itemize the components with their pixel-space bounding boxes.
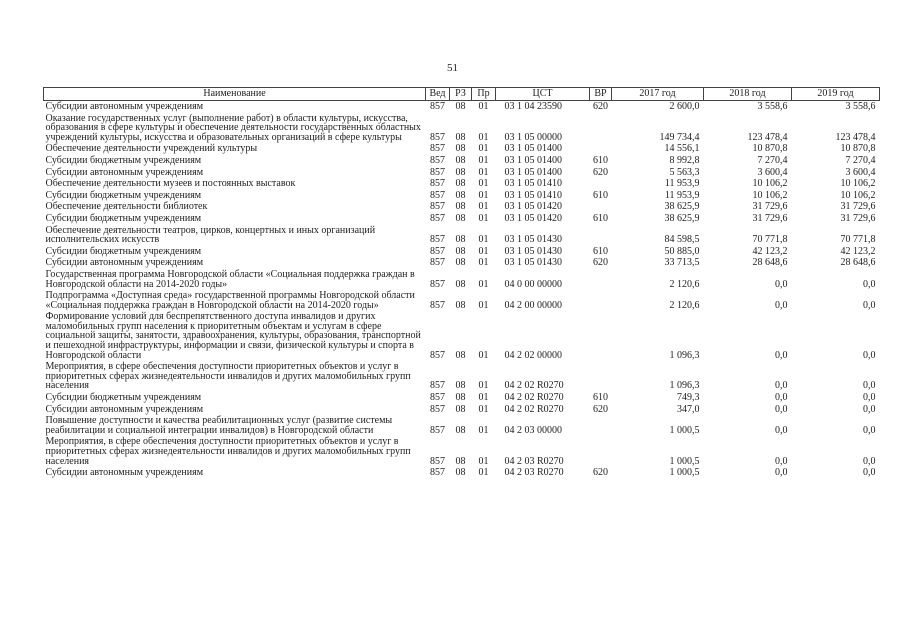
cell-rz: 08: [455, 392, 466, 404]
header-2017: 2017 год: [612, 88, 704, 101]
cell-2017: 14 556,1: [664, 143, 700, 155]
cell-ved: 857: [430, 403, 445, 415]
cell-2019: 123 478,4: [835, 131, 876, 143]
cell-cst: 03 1 05 01400: [504, 143, 562, 155]
cell-vr: [590, 269, 612, 290]
cell-pr: 01: [478, 278, 489, 290]
cell-ved: 857: [430, 189, 445, 201]
cell-2018: 28 648,6: [752, 257, 788, 269]
cell-2018: 0,0: [775, 424, 788, 436]
table-row: [44, 143, 880, 155]
cell-name: Обеспечение деятельности учреждений культуры: [45, 143, 258, 155]
cell-rz: 08: [455, 455, 466, 467]
table-header-row: [44, 88, 880, 101]
cell-vr: [590, 178, 612, 190]
cell-vr: [590, 201, 612, 213]
cell-name: Формирование условий для беспрепятственного доступа инвалидов и других маломобильных групп населения к приоритетным объектам и услугам в сфере социальной защиты, занятости, здравоохранения, культуры, образования, транспортной и пешеходной инфраструктуры, информации и связи, физической культуры и спорта в Новгородской области: [45, 311, 421, 361]
cell-ved: 857: [430, 424, 445, 436]
cell-pr: 01: [478, 178, 489, 190]
cell-2017: 1 000,5: [669, 424, 700, 436]
page-number: 51: [447, 62, 458, 74]
cell-cst: 03 1 05 01400: [504, 154, 562, 166]
cell-cst: 03 1 04 23590: [504, 101, 562, 112]
cell-2017: 11 953,9: [664, 178, 700, 190]
cell-rz: 08: [455, 234, 466, 246]
cell-2019: 10 870,8: [840, 143, 876, 155]
cell-2017: 1 000,5: [669, 455, 700, 467]
cell-rz: 08: [455, 131, 466, 143]
cell-name: Субсидии бюджетным учреждениям: [45, 212, 202, 224]
table-row: [44, 155, 880, 167]
cell-rz: 08: [455, 178, 466, 190]
header-pr: Пр: [472, 88, 496, 101]
header-name: Наименование: [44, 88, 426, 101]
cell-cst: 04 2 03 00000: [504, 424, 562, 436]
cell-pr: 01: [478, 299, 489, 311]
header-rz: РЗ: [450, 88, 472, 101]
cell-vr: 620: [593, 403, 608, 415]
table-row: [44, 415, 880, 436]
header-ved: Вед: [426, 88, 450, 101]
cell-2018: 0,0: [775, 467, 788, 479]
cell-2017: 347,0: [677, 403, 700, 415]
table-row: [44, 361, 880, 392]
table-row: [44, 436, 880, 467]
cell-pr: 01: [478, 189, 489, 201]
cell-name: Субсидии бюджетным учреждениям: [45, 392, 202, 404]
cell-2017: 8 992,8: [669, 154, 700, 166]
cell-2017: 5 563,3: [669, 166, 700, 178]
cell-2018: 0,0: [775, 278, 788, 290]
header-2019: 2019 год: [792, 88, 880, 101]
cell-vr: 620: [593, 101, 608, 112]
cell-2017: 38 625,9: [664, 201, 700, 213]
cell-ved: 857: [430, 154, 445, 166]
cell-vr: 610: [593, 212, 608, 224]
cell-cst: 04 2 02 R0270: [504, 380, 564, 392]
cell-rz: 08: [455, 166, 466, 178]
cell-pr: 01: [478, 380, 489, 392]
cell-cst: 04 2 02 R0270: [504, 392, 564, 404]
table-row: [44, 392, 880, 404]
table-row: [44, 269, 880, 290]
cell-ved: 857: [430, 212, 445, 224]
cell-2019: 0,0: [863, 455, 876, 467]
cell-2017: 1 096,3: [669, 380, 700, 392]
cell-rz: 08: [455, 380, 466, 392]
cell-rz: 08: [455, 467, 466, 479]
cell-rz: 08: [455, 101, 466, 112]
table-row: [44, 178, 880, 190]
cell-cst: 03 1 05 01420: [504, 212, 562, 224]
cell-rz: 08: [455, 154, 466, 166]
cell-vr: [590, 143, 612, 155]
cell-cst: 04 2 02 00000: [504, 349, 562, 361]
cell-name: Мероприятия, в сфере обеспечения доступности приоритетных объектов и услуг в приоритетных сферах жизнедеятельности инвалидов и других маломобильных групп населения: [45, 436, 411, 467]
cell-2018: 123 478,4: [747, 131, 788, 143]
cell-ved: 857: [430, 166, 445, 178]
cell-vr: 610: [593, 154, 608, 166]
cell-vr: [590, 361, 612, 392]
cell-2018: 10 106,2: [752, 178, 788, 190]
cell-2017: 33 713,5: [664, 257, 700, 269]
cell-2018: 0,0: [775, 455, 788, 467]
cell-cst: 03 1 05 00000: [504, 131, 562, 143]
cell-2019: 70 771,8: [840, 234, 876, 246]
cell-name: Субсидии автономным учреждениям: [45, 467, 204, 479]
cell-pr: 01: [478, 143, 489, 155]
cell-rz: 08: [455, 189, 466, 201]
cell-2017: 1 096,3: [669, 349, 700, 361]
cell-rz: 08: [455, 257, 466, 269]
cell-cst: 03 1 05 01430: [504, 257, 562, 269]
table-row: [44, 467, 880, 479]
cell-2018: 0,0: [775, 392, 788, 404]
cell-cst: 04 2 00 00000: [504, 299, 562, 311]
cell-name: Субсидии автономным учреждениям: [45, 257, 204, 269]
cell-2018: 0,0: [775, 299, 788, 311]
cell-2017: 1 000,5: [669, 467, 700, 479]
cell-2017: 2 120,6: [669, 278, 700, 290]
cell-pr: 01: [478, 467, 489, 479]
cell-pr: 01: [478, 349, 489, 361]
cell-pr: 01: [478, 131, 489, 143]
cell-pr: 01: [478, 257, 489, 269]
cell-2019: 42 123,2: [840, 245, 876, 257]
cell-2019: 28 648,6: [840, 257, 876, 269]
cell-pr: 01: [478, 212, 489, 224]
cell-cst: 04 2 03 R0270: [504, 455, 564, 467]
cell-rz: 08: [455, 245, 466, 257]
cell-name: Субсидии бюджетным учреждениям: [45, 245, 202, 257]
cell-2018: 3 558,6: [757, 101, 788, 112]
table-row: [44, 201, 880, 213]
cell-2019: 31 729,6: [840, 212, 876, 224]
cell-vr: [590, 311, 612, 361]
table-row: [44, 311, 880, 361]
cell-vr: 610: [593, 245, 608, 257]
cell-cst: 03 1 05 01410: [504, 178, 562, 190]
cell-name: Мероприятия, в сфере обеспечения доступности приоритетных объектов и услуг в приоритетных сферах жизнедеятельности инвалидов и других маломобильных групп населения: [45, 361, 411, 392]
cell-ved: 857: [430, 257, 445, 269]
cell-2017: 11 953,9: [664, 189, 700, 201]
cell-2017: 2 600,0: [669, 101, 700, 112]
cell-name: Субсидии автономным учреждениям: [45, 166, 204, 178]
cell-2018: 3 600,4: [757, 166, 788, 178]
cell-pr: 01: [478, 201, 489, 213]
cell-2017: 38 625,9: [664, 212, 700, 224]
table-body: [44, 101, 880, 479]
cell-name: Субсидии автономным учреждениям: [45, 403, 204, 415]
cell-ved: 857: [430, 299, 445, 311]
cell-cst: 03 1 05 01420: [504, 201, 562, 213]
cell-vr: 610: [593, 189, 608, 201]
cell-2018: 31 729,6: [752, 201, 788, 213]
cell-ved: 857: [430, 101, 445, 112]
cell-ved: 857: [430, 178, 445, 190]
cell-2019: 0,0: [863, 424, 876, 436]
cell-name: Повышение доступности и качества реабилитационных услуг (развитие системы реабилитации и социальной интеграции инвалидов) в Новгородской области: [45, 415, 393, 436]
budget-table: [43, 87, 880, 479]
cell-ved: 857: [430, 245, 445, 257]
table-row: [44, 190, 880, 202]
cell-2019: 0,0: [863, 467, 876, 479]
cell-ved: 857: [430, 234, 445, 246]
cell-cst: 04 2 02 R0270: [504, 403, 564, 415]
cell-pr: 01: [478, 166, 489, 178]
cell-name: Субсидии бюджетным учреждениям: [45, 154, 202, 166]
cell-pr: 01: [478, 154, 489, 166]
cell-pr: 01: [478, 455, 489, 467]
cell-2019: 7 270,4: [845, 154, 876, 166]
cell-name: Обеспечение деятельности театров, цирков, концертных и иных организаций исполнительских искусств: [45, 224, 376, 246]
cell-name: Обеспечение деятельности библиотек: [45, 201, 208, 213]
table-row: [44, 167, 880, 179]
cell-ved: 857: [430, 467, 445, 479]
cell-vr: 610: [593, 392, 608, 404]
cell-2019: 3 600,4: [845, 166, 876, 178]
cell-rz: 08: [455, 212, 466, 224]
cell-pr: 01: [478, 245, 489, 257]
cell-ved: 857: [430, 392, 445, 404]
cell-2018: 10 106,2: [752, 189, 788, 201]
cell-rz: 08: [455, 299, 466, 311]
table-row: [44, 246, 880, 258]
cell-2019: 3 558,6: [845, 101, 876, 112]
cell-cst: 03 1 05 01430: [504, 234, 562, 246]
cell-ved: 857: [430, 143, 445, 155]
cell-rz: 08: [455, 403, 466, 415]
cell-ved: 857: [430, 131, 445, 143]
cell-2018: 42 123,2: [752, 245, 788, 257]
cell-vr: [590, 415, 612, 436]
cell-name: Государственная программа Новгородской области «Социальная поддержка граждан в Новгородской области на 2014-2020 годы»: [45, 268, 415, 290]
cell-2017: 50 885,0: [664, 245, 700, 257]
cell-2017: 2 120,6: [669, 299, 700, 311]
cell-ved: 857: [430, 201, 445, 213]
header-cst: ЦСТ: [496, 88, 590, 101]
cell-cst: 04 2 03 R0270: [504, 467, 564, 479]
cell-2019: 0,0: [863, 349, 876, 361]
cell-ved: 857: [430, 349, 445, 361]
cell-cst: 03 1 05 01430: [504, 245, 562, 257]
table-row: [44, 225, 880, 246]
cell-2019: 0,0: [863, 380, 876, 392]
cell-ved: 857: [430, 380, 445, 392]
cell-pr: 01: [478, 424, 489, 436]
cell-pr: 01: [478, 392, 489, 404]
cell-rz: 08: [455, 143, 466, 155]
cell-2018: 7 270,4: [757, 154, 788, 166]
header-vr: ВР: [590, 88, 612, 101]
cell-name: Оказание государственных услуг (выполнение работ) в области культуры, искусства, образования в сфере культуры и обеспечение деятельности государственных областных учреждений культуры, искусства и образовательных организаций в сфере культуры: [45, 112, 421, 143]
cell-2019: 0,0: [863, 403, 876, 415]
cell-2018: 0,0: [775, 403, 788, 415]
cell-vr: [590, 436, 612, 467]
cell-name: Подпрограмма «Доступная среда» государственной программы Новгородской области «Социальная поддержка граждан в Новгородской области на 2014-2020 годы»: [45, 290, 415, 311]
cell-2017: 149 734,4: [659, 131, 700, 143]
cell-pr: 01: [478, 101, 489, 112]
cell-cst: 03 1 05 01400: [504, 166, 562, 178]
table-row: [44, 404, 880, 416]
cell-cst: 04 0 00 00000: [504, 278, 562, 290]
cell-name: Субсидии бюджетным учреждениям: [45, 189, 202, 201]
cell-vr: [590, 290, 612, 311]
cell-2018: 0,0: [775, 349, 788, 361]
cell-ved: 857: [430, 278, 445, 290]
table-row: [44, 290, 880, 311]
cell-2019: 10 106,2: [840, 178, 876, 190]
cell-2018: 70 771,8: [752, 234, 788, 246]
cell-2018: 0,0: [775, 380, 788, 392]
header-2018: 2018 год: [704, 88, 792, 101]
cell-pr: 01: [478, 234, 489, 246]
table-row: [44, 101, 880, 113]
cell-name: Субсидии автономным учреждениям: [45, 101, 204, 112]
cell-2018: 31 729,6: [752, 212, 788, 224]
cell-2019: 0,0: [863, 278, 876, 290]
cell-vr: [590, 113, 612, 144]
table-row: [44, 257, 880, 269]
cell-vr: 620: [593, 166, 608, 178]
cell-ved: 857: [430, 455, 445, 467]
cell-rz: 08: [455, 278, 466, 290]
cell-vr: 620: [593, 257, 608, 269]
cell-name: Обеспечение деятельности музеев и постоянных выставок: [45, 178, 296, 190]
cell-2018: 10 870,8: [752, 143, 788, 155]
cell-rz: 08: [455, 349, 466, 361]
cell-pr: 01: [478, 403, 489, 415]
cell-2017: 749,3: [677, 392, 700, 404]
cell-2019: 31 729,6: [840, 201, 876, 213]
cell-2017: 84 598,5: [664, 234, 700, 246]
cell-rz: 08: [455, 424, 466, 436]
cell-vr: [590, 225, 612, 246]
cell-cst: 03 1 05 01410: [504, 189, 562, 201]
cell-vr: 620: [593, 467, 608, 479]
cell-2019: 0,0: [863, 299, 876, 311]
cell-rz: 08: [455, 201, 466, 213]
cell-2019: 0,0: [863, 392, 876, 404]
table-row: [44, 213, 880, 225]
cell-2019: 10 106,2: [840, 189, 876, 201]
table-row: [44, 113, 880, 144]
